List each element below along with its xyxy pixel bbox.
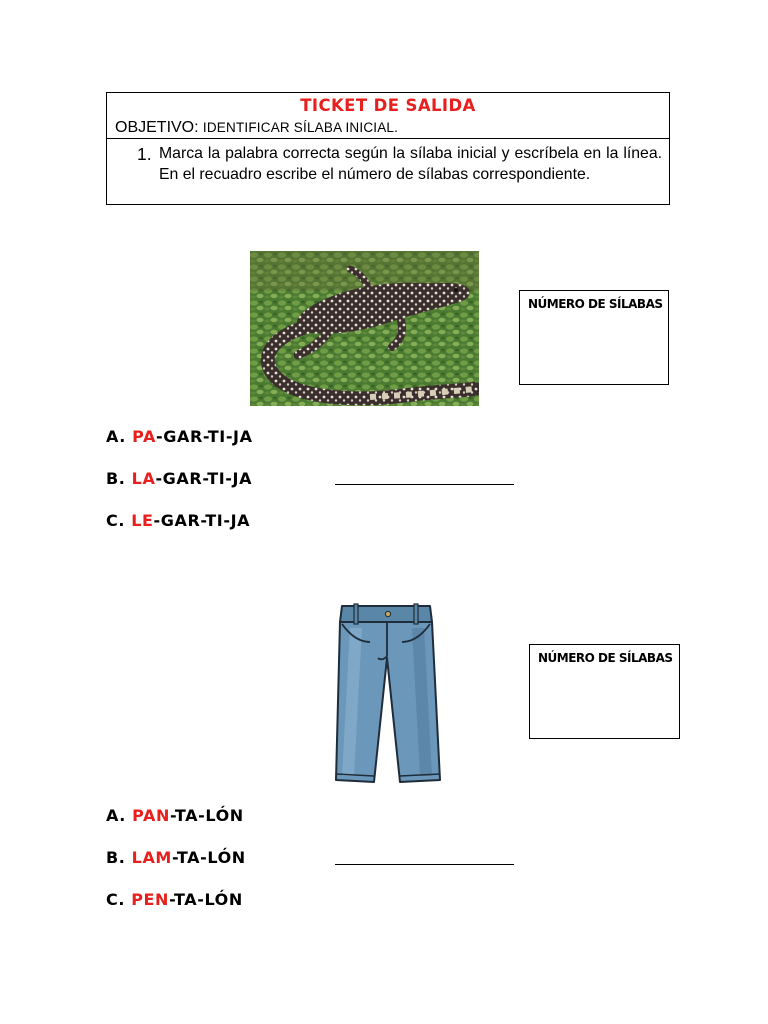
option-initial-syllable: PEN [131, 890, 170, 909]
answer-line[interactable] [335, 484, 514, 485]
syllable-count-box[interactable] [529, 644, 680, 739]
option-a[interactable] [106, 806, 244, 825]
option-letter: A. [106, 806, 126, 825]
option-rest: -TA-LÓN [169, 806, 244, 825]
option-rest: -TA-LÓN [169, 890, 243, 909]
objective-line [115, 119, 398, 137]
option-rest: -TA-LÓN [171, 848, 246, 867]
header-top-row [107, 93, 669, 139]
syllable-box-title: NÚMERO DE SÍLABAS [538, 651, 673, 665]
option-letter: A. [106, 427, 126, 446]
option-letter: C. [106, 511, 126, 530]
option-initial-syllable: LAM [131, 848, 172, 867]
option-initial-syllable: PAN [132, 806, 170, 825]
instruction-text: Marca la palabra correcta según la sílaba inicial y escríbela en la línea. En el recuadro escribe el número de sílabas correspondiente. [159, 145, 662, 183]
pants-illustration [292, 598, 478, 788]
objective-text: IDENTIFICAR SÍLABA INICIAL. [202, 120, 399, 135]
objective-label: OBJETIVO: [115, 119, 199, 136]
option-letter: B. [106, 469, 126, 488]
option-c[interactable] [106, 511, 250, 530]
lizard-photo [250, 251, 479, 406]
option-initial-syllable: LA [131, 469, 156, 488]
option-letter: B. [106, 848, 126, 867]
syllable-count-box[interactable] [519, 290, 669, 385]
option-rest: -GAR-TI-JA [155, 427, 253, 446]
syllable-box-title: NÚMERO DE SÍLABAS [528, 297, 663, 311]
option-rest: -GAR-TI-JA [153, 511, 251, 530]
option-b[interactable] [106, 848, 246, 867]
instruction-number: 1. [137, 144, 152, 164]
option-c[interactable] [106, 890, 243, 909]
ticket-header [106, 92, 670, 205]
option-rest: -GAR-TI-JA [155, 469, 253, 488]
answer-line[interactable] [335, 864, 514, 865]
option-initial-syllable: PA [132, 427, 156, 446]
option-a[interactable] [106, 427, 253, 446]
option-letter: C. [106, 890, 126, 909]
ticket-title: TICKET DE SALIDA [300, 96, 476, 115]
option-b[interactable] [106, 469, 252, 488]
option-initial-syllable: LE [131, 511, 154, 530]
